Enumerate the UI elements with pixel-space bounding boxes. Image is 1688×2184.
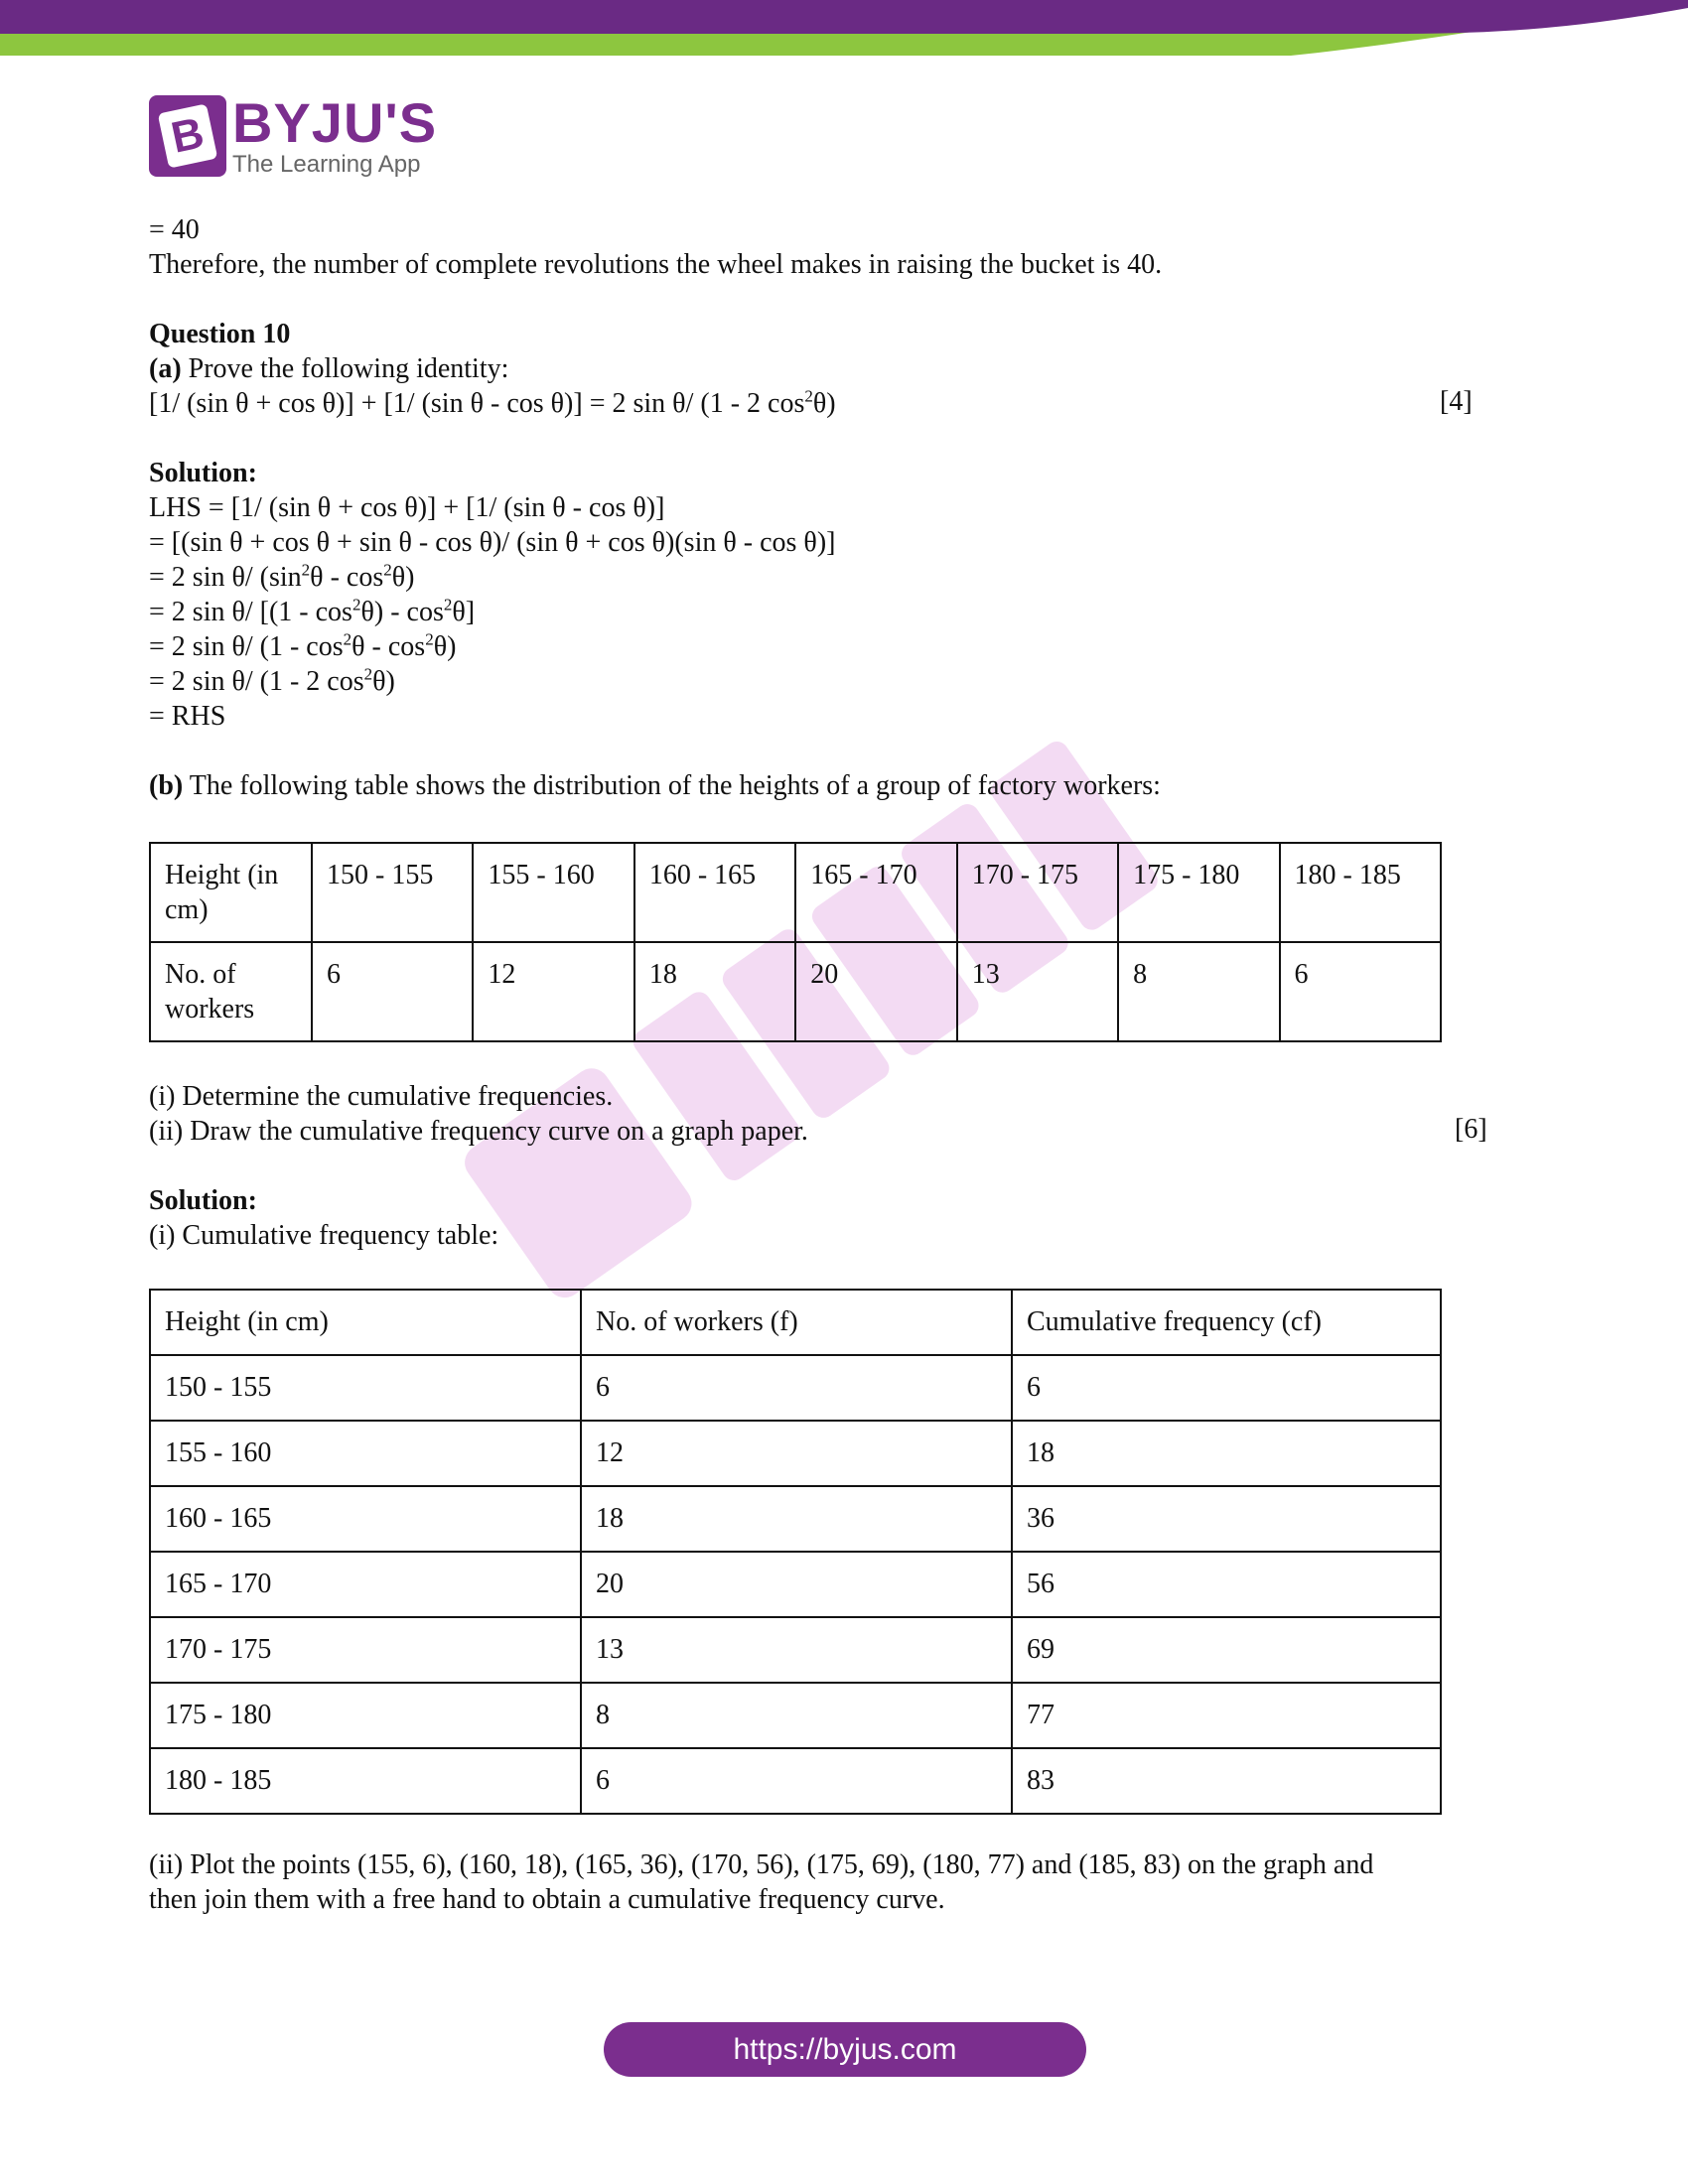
logo-name: BYJU'S xyxy=(232,91,438,154)
table-cell: 77 xyxy=(1012,1683,1441,1748)
table-cell: 36 xyxy=(1012,1486,1441,1552)
table-cell: 13 xyxy=(957,942,1118,1041)
step-text: θ - cos xyxy=(310,562,384,593)
exponent: 2 xyxy=(301,560,311,580)
identity-text-end: θ) xyxy=(812,388,836,419)
proof-steps xyxy=(149,490,1489,734)
step-text: θ) xyxy=(433,631,457,662)
exponent: 2 xyxy=(425,629,434,649)
table-cell: 12 xyxy=(581,1421,1012,1486)
part-b-prompt xyxy=(149,768,1489,803)
exponent: 2 xyxy=(352,595,361,614)
distribution-table xyxy=(149,842,1442,1042)
exponent: 2 xyxy=(363,664,373,684)
question-title: Question 10 xyxy=(149,319,291,349)
table-cell: 170 - 175 xyxy=(957,843,1118,942)
table-cell: 8 xyxy=(581,1683,1012,1748)
part-a-text: Prove the following identity: xyxy=(181,353,509,384)
byjus-logo[interactable] xyxy=(149,91,438,178)
exponent: 2 xyxy=(343,629,352,649)
table-cell: 18 xyxy=(634,942,795,1041)
table-cell: 20 xyxy=(795,942,956,1041)
table-cell: 56 xyxy=(1012,1552,1441,1617)
exponent: 2 xyxy=(383,560,392,580)
step-text: = RHS xyxy=(149,701,226,732)
part-b-subquestions xyxy=(149,1079,1489,1253)
proof-step xyxy=(149,629,1489,664)
table-cell: 150 - 155 xyxy=(312,843,473,942)
step-text: θ] xyxy=(452,597,476,627)
table-cell: 180 - 185 xyxy=(1280,843,1441,942)
part-a-label: (a) xyxy=(149,353,182,384)
previous-conclusion: Therefore, the number of complete revolutions the wheel makes in raising the bucket is 40. xyxy=(149,249,1163,280)
table-header-cell: No. of workers xyxy=(150,942,312,1041)
header-band xyxy=(0,0,1688,60)
step-text: = 2 sin θ/ [(1 - cos xyxy=(149,597,352,627)
website-link[interactable]: https://byjus.com xyxy=(604,2022,1086,2077)
cf-table-intro: (i) Cumulative frequency table: xyxy=(149,1220,499,1251)
proof-step xyxy=(149,525,1489,560)
table-cell: 165 - 170 xyxy=(795,843,956,942)
step-text: θ) - cos xyxy=(360,597,444,627)
logo-letter: B xyxy=(158,103,218,168)
table-row xyxy=(150,1421,1441,1486)
step-text: LHS = [1/ (sin θ + cos θ)] + [1/ (sin θ - cos θ)] xyxy=(149,492,665,523)
plot-instruction-1: (ii) Plot the points (155, 6), (160, 18), (165, 36), (170, 56), (175, 69), (180, 77) and (185, 83) on the graph and xyxy=(149,1849,1374,1880)
table-row xyxy=(150,1748,1441,1814)
subquestion-i: (i) Determine the cumulative frequencies. xyxy=(149,1081,614,1112)
step-text: = 2 sin θ/ (1 - 2 cos xyxy=(149,666,364,697)
table-header-cell: Height (in cm) xyxy=(150,843,312,942)
document-body xyxy=(149,212,1489,803)
table-header-row xyxy=(150,1290,1441,1355)
previous-result: = 40 xyxy=(149,214,200,245)
table-cell: 175 - 180 xyxy=(1118,843,1279,942)
table-cell: 6 xyxy=(312,942,473,1041)
table-cell: 18 xyxy=(1012,1421,1441,1486)
table-cell: 165 - 170 xyxy=(150,1552,581,1617)
part-a-prompt xyxy=(149,351,1489,386)
cumulative-frequency-table xyxy=(149,1289,1442,1815)
table-row xyxy=(150,942,1441,1041)
table-row xyxy=(150,1683,1441,1748)
plot-instruction-2: then join them with a free hand to obtain a cumulative frequency curve. xyxy=(149,1884,945,1915)
table-cell: 13 xyxy=(581,1617,1012,1683)
proof-step xyxy=(149,595,1489,629)
table-header-cell: Cumulative frequency (cf) xyxy=(1012,1290,1441,1355)
table-cell: 155 - 160 xyxy=(150,1421,581,1486)
table-row xyxy=(150,843,1441,942)
table-row xyxy=(150,1355,1441,1421)
table-cell: 6 xyxy=(1012,1355,1441,1421)
table-header-cell: No. of workers (f) xyxy=(581,1290,1012,1355)
marks-b: [6] xyxy=(1455,1114,1487,1145)
step-text: θ) xyxy=(372,666,395,697)
table-row xyxy=(150,1617,1441,1683)
table-cell: 8 xyxy=(1118,942,1279,1041)
identity-exponent: 2 xyxy=(804,386,813,406)
part-b-label: (b) xyxy=(149,770,184,801)
proof-step xyxy=(149,699,1489,734)
step-text: = [(sin θ + cos θ + sin θ - cos θ)/ (sin θ + cos θ)(sin θ - cos θ)] xyxy=(149,527,836,558)
exponent: 2 xyxy=(443,595,453,614)
solution-label-b: Solution: xyxy=(149,1185,257,1216)
table-cell: 150 - 155 xyxy=(150,1355,581,1421)
table-cell: 180 - 185 xyxy=(150,1748,581,1814)
identity xyxy=(149,386,1489,421)
solution-label-a: Solution: xyxy=(149,458,257,488)
table-cell: 6 xyxy=(1280,942,1441,1041)
logo-mark xyxy=(149,95,226,177)
marks-a: [4] xyxy=(1440,386,1473,417)
table-cell: 155 - 160 xyxy=(473,843,633,942)
table-cell: 160 - 165 xyxy=(634,843,795,942)
part-b-text: The following table shows the distribution of the heights of a group of factory workers: xyxy=(183,770,1161,801)
table-cell: 6 xyxy=(581,1748,1012,1814)
logo-tagline: The Learning App xyxy=(232,151,421,178)
table-cell: 170 - 175 xyxy=(150,1617,581,1683)
step-text: θ - cos xyxy=(352,631,426,662)
table-cell: 20 xyxy=(581,1552,1012,1617)
proof-step xyxy=(149,490,1489,525)
subquestion-ii: (ii) Draw the cumulative frequency curve on a graph paper. xyxy=(149,1116,808,1147)
table-cell: 69 xyxy=(1012,1617,1441,1683)
table-cell: 6 xyxy=(581,1355,1012,1421)
table-cell: 83 xyxy=(1012,1748,1441,1814)
table-cell: 160 - 165 xyxy=(150,1486,581,1552)
final-instructions xyxy=(149,1847,1489,1917)
table-cell: 12 xyxy=(473,942,633,1041)
table-row xyxy=(150,1486,1441,1552)
proof-step xyxy=(149,560,1489,595)
table-cell: 175 - 180 xyxy=(150,1683,581,1748)
step-text: = 2 sin θ/ (1 - cos xyxy=(149,631,344,662)
table-header-cell: Height (in cm) xyxy=(150,1290,581,1355)
table-cell: 18 xyxy=(581,1486,1012,1552)
table-row xyxy=(150,1552,1441,1617)
step-text: = 2 sin θ/ (sin xyxy=(149,562,302,593)
proof-step xyxy=(149,664,1489,699)
step-text: θ) xyxy=(391,562,415,593)
identity-text: [1/ (sin θ + cos θ)] + [1/ (sin θ - cos θ)] = 2 sin θ/ (1 - 2 cos xyxy=(149,388,805,419)
